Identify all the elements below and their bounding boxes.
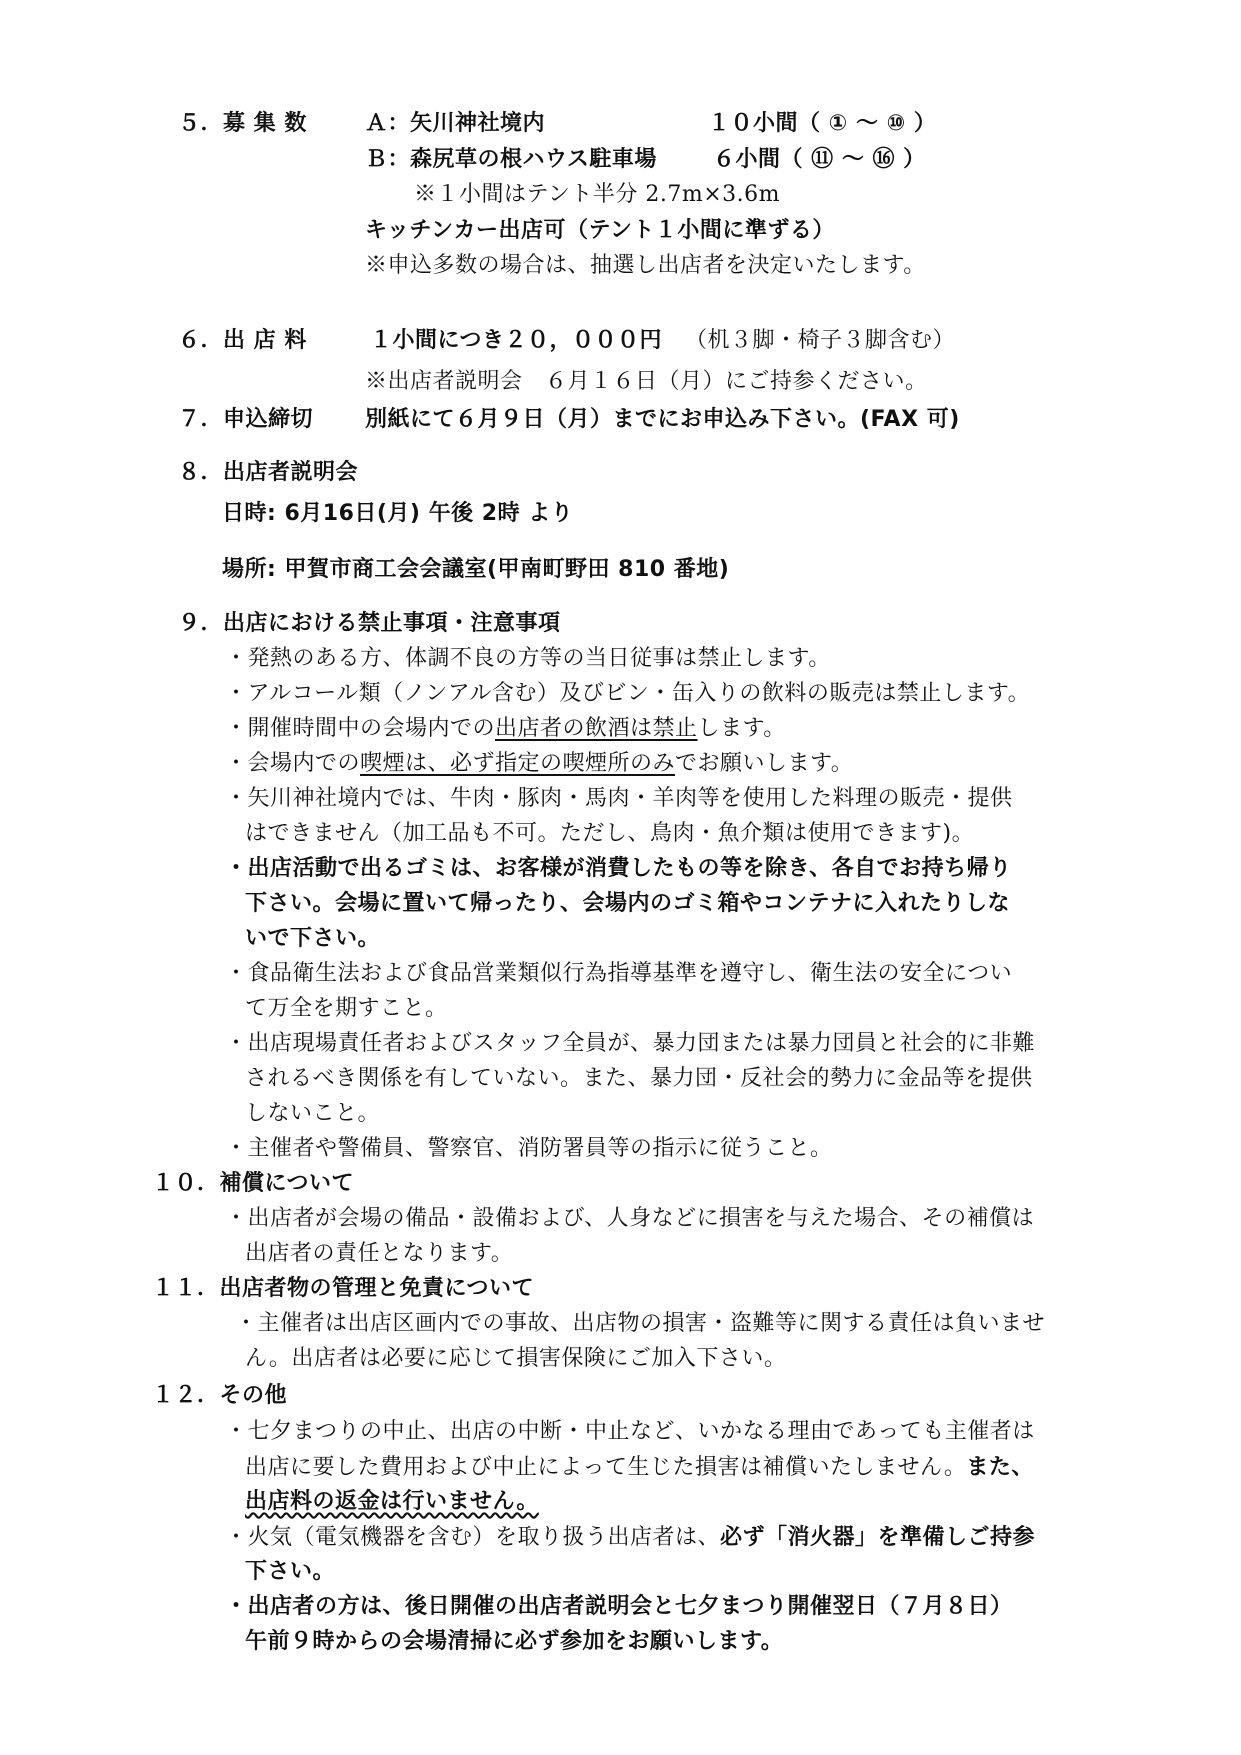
section-7-label: ７．申込締切 [178, 407, 314, 432]
rule-garbage-line-2: 下さい。会場に置いて帰ったり、会場内のゴミ箱やコンテナに入れたりしな [245, 891, 1011, 916]
briefing-datetime: 日時: 6月16日(月) 午後 2時 より [222, 501, 574, 526]
compensation-line-2: 出店者の責任となります。 [245, 1241, 514, 1266]
size-note: ※１小間はテント半分 2.7m×3.6m [414, 182, 781, 207]
rule-alcohol-sales: ・アルコール類（ノンアル含む）及びビン・缶入りの飲料の販売は禁止します。 [225, 681, 1031, 706]
section-6-label: ６．出 店 料 [178, 328, 307, 353]
rule-antisocial-line-1: ・出店現場責任者およびスタッフ全員が、暴力団または暴力団員と社会的に非難 [225, 1031, 1036, 1056]
deadline-text: 別紙にて６月９日（月）までにお申込み下さい。(FAX 可) [365, 407, 960, 432]
rule-fever: ・発熱のある方、体調不良の方等の当日従事は禁止します。 [225, 646, 831, 671]
compensation-line-1: ・出店者が会場の備品・設備および、人身などに損害を与えた場合、その補償は [225, 1206, 1035, 1231]
rule-hygiene-line-1: ・食品衛生法および食品営業類似行為指導基準を遵守し、衛生法の安全につい [225, 961, 1013, 986]
rule-antisocial-line-3: しないこと。 [245, 1101, 381, 1126]
section-12-label: １２．その他 [152, 1383, 288, 1408]
rule-meat-line-1: ・矢川神社境内では、牛肉・豚肉・馬肉・羊肉等を使用した料理の販売・提供 [225, 786, 1013, 811]
rule-follow-instructions: ・主催者や警備員、警察官、消防署員等の指示に従うこと。 [225, 1136, 833, 1161]
fee-includes: （机３脚・椅子３脚含む） [685, 328, 956, 353]
area-a-place: Ａ：矢川神社境内 [365, 111, 546, 136]
area-b-count: ６小間（ ⑪ ～ ⑯ ） [713, 147, 926, 172]
rule-no-drinking: ・開催時間中の会場内での出店者の飲酒は禁止します。 [225, 716, 786, 741]
other-cleanup-line-1: ・出店者の方は、後日開催の出店者説明会と七夕まつり開催翌日（７月８日） [225, 1594, 1013, 1619]
section-5-label: ５．募 集 数 [178, 111, 307, 136]
fee-bring-note: ※出店者説明会 ６月１６日（月）にご持参ください。 [365, 369, 928, 394]
section-11-label: １１．出店者物の管理と免責について [152, 1276, 535, 1301]
rule-smoking: ・会場内での喫煙は、必ず指定の喫煙所のみでお願いします。 [225, 751, 854, 776]
briefing-place: 場所: 甲賀市商工会会議室(甲南町野田 810 番地) [222, 557, 730, 582]
other-no-refund: 出店料の返金は行いません。 [245, 1489, 539, 1514]
rule-hygiene-line-2: て万全を期すこと。 [245, 996, 448, 1021]
section-10-label: １０．補償について [152, 1171, 355, 1196]
other-cancel-line-2: 出店に要した費用および中止によって生じた損害は補償いたしません。また、 [245, 1454, 1034, 1480]
fee-amount: １小間につき２０，０００円 [370, 328, 663, 353]
rule-garbage-line-3: いで下さい。 [245, 926, 381, 951]
rule-antisocial-line-2: されるべき関係を有していない。また、暴力団・反社会的勢力に金品等を提供 [245, 1066, 1033, 1091]
liability-line-1: ・主催者は出店区画内での事故、出店物の損害・盗難等に関する責任は負いませ [235, 1311, 1046, 1336]
other-fire-line-1: ・火気（電気機器を含む）を取り扱う出店者は、必ず「消火器」を準備しご持参 [225, 1524, 1036, 1550]
other-cleanup-line-2: 午前９時からの会場清掃に必ず参加をお願いします。 [245, 1629, 784, 1654]
other-fire-line-2: 下さい。 [245, 1559, 336, 1584]
area-b-place: Ｂ：森尻草の根ハウス駐車場 [365, 147, 657, 172]
lottery-note: ※申込多数の場合は、抽選し出店者を決定いたします。 [365, 253, 926, 278]
section-9-label: ９．出店における禁止事項・注意事項 [178, 611, 561, 636]
rule-garbage-line-1: ・出店活動で出るゴミは、お客様が消費したもの等を除き、各自でお持ち帰り [225, 856, 1012, 881]
area-a-count: １０小間（ ① ～ ⑩ ） [708, 111, 937, 136]
liability-line-2: ん。出店者は必要に応じて損害保険にご加入下さい。 [245, 1346, 787, 1371]
section-8-label: ８．出店者説明会 [178, 460, 359, 485]
other-cancel-line-1: ・七夕まつりの中止、出店の中断・中止など、いかなる理由であっても主催者は [225, 1419, 1035, 1444]
rule-meat-line-2: はできません（加工品も不可。ただし、鳥肉・魚介類は使用できます)。 [245, 821, 975, 846]
kitchen-car-note: キッチンカー出店可（テント１小間に準ずる） [365, 218, 835, 243]
